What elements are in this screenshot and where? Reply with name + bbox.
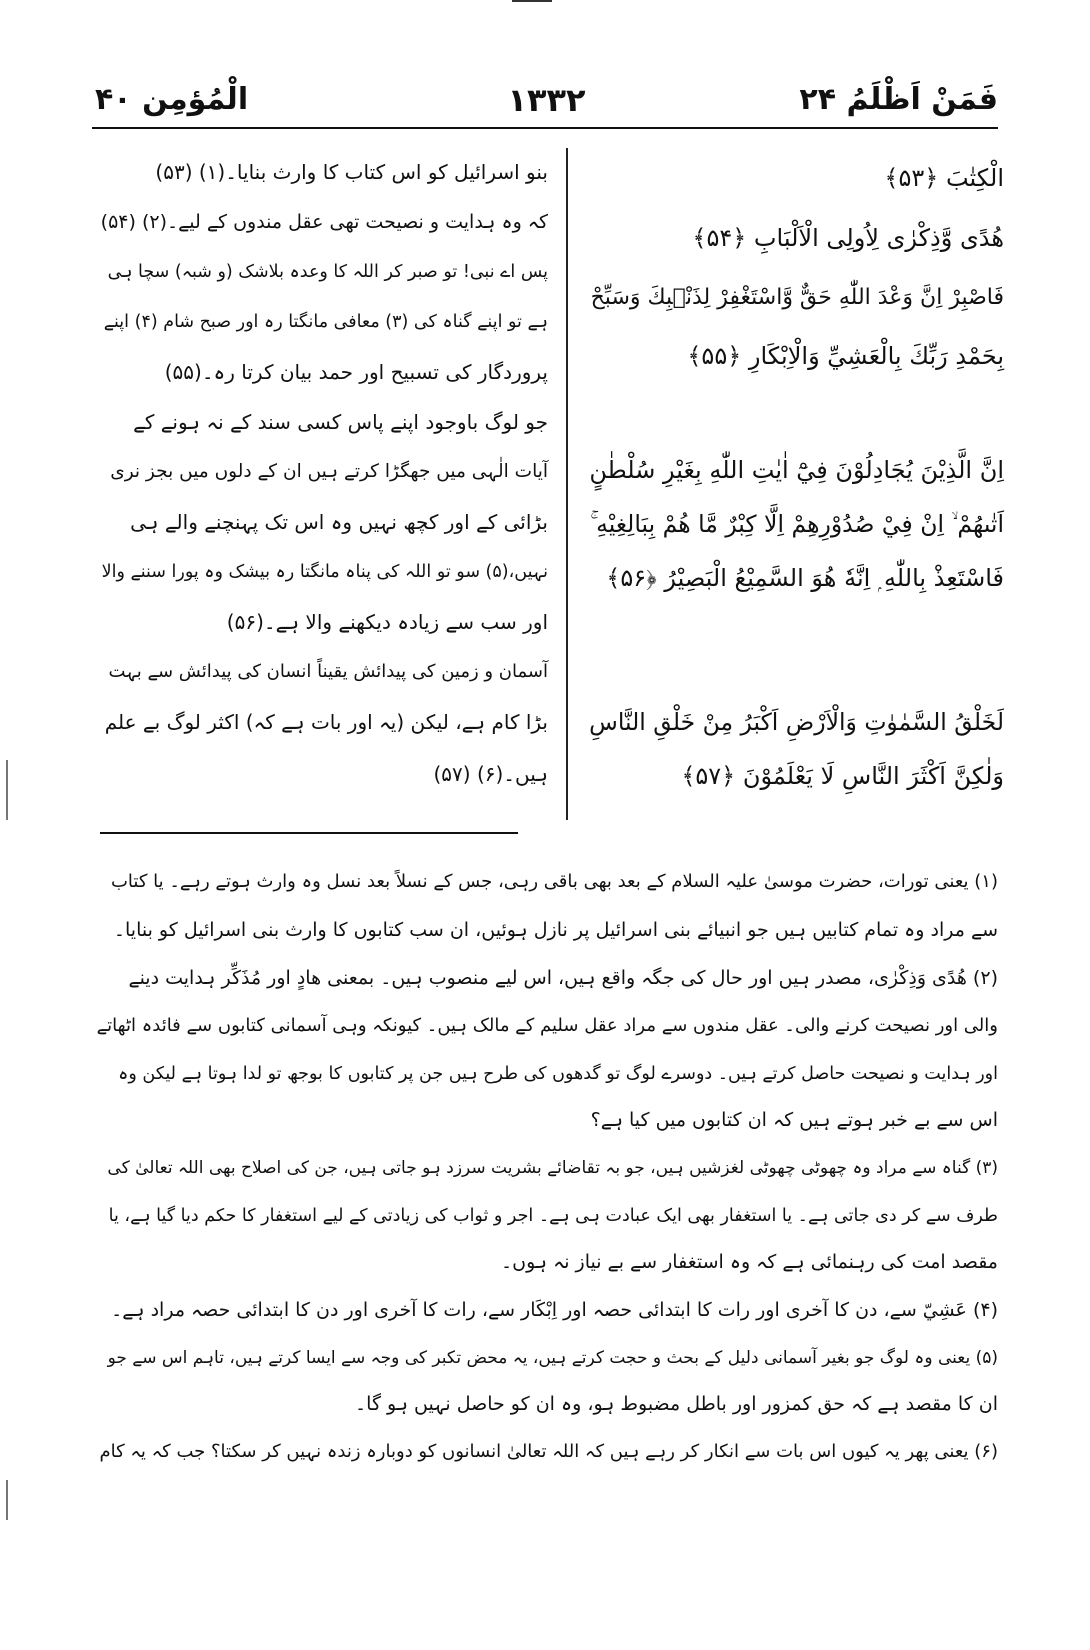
arabic-line: اَتٰىهُمْ ۙ اِنْ فِيْ صُدُوْرِهِمْ اِلَّا كِبْرٌ مَّا هُمْ بِبَالِغِيْهِ ۚ xyxy=(590,510,1004,538)
footnotes xyxy=(95,850,998,1610)
urdu-line: جو لوگ باوجود اپنے پاس کسی سند کے نہ ہونے کے xyxy=(133,410,548,434)
urdu-line: پروردگار کی تسبیح اور حمد بیان کرتا رہ۔(۵۵) xyxy=(164,360,548,384)
arabic-text-column xyxy=(586,150,1004,820)
urdu-line: نہیں،(۵) سو تو اللہ کی پناہ مانگتا رہ بیشک وہ پورا سننے والا xyxy=(101,562,548,582)
footnote-rule xyxy=(100,832,518,834)
margin-mark xyxy=(6,1480,8,1520)
column-divider xyxy=(566,148,568,820)
footnote-line: (۲) هُدًى وَذِكْرٰى، مصدر ہیں اور حال کی جگہ واقع ہیں، اس لیے منصوب ہیں۔ بمعنی هادٍ اور مُذَكِّر ہدایت دینے xyxy=(128,967,998,989)
header-rule xyxy=(92,127,998,129)
footnote-line: طرف سے کر دی جاتی ہے۔ یا استغفار بھی ایک عبادت ہی ہے۔ اجر و ثواب کی زیادتی کے لیے استغفار کا حکم دیا گیا ہے، یا xyxy=(108,1206,998,1226)
urdu-line: بڑائی کے اور کچھ نہیں وہ اس تک پہنچنے والے ہی xyxy=(130,510,548,534)
page-header xyxy=(95,80,998,130)
footnote-line: اور ہدایت و نصیحت حاصل کرتے ہیں۔ دوسرے لوگ تو گدھوں کی طرح ہیں جن پر کتابوں کا بوجھ تو لدا ہوتا ہے لیکن وہ xyxy=(118,1064,998,1084)
footnote-line: سے مراد وہ تمام کتابیں ہیں جو انبیائے بنی اسرائیل پر نازل ہوئیں، ان سب کتابوں کا وارث بنی اسرائیل کو بنایا۔ xyxy=(113,919,998,941)
urdu-line: ہیں۔(۶) (۵۷) xyxy=(433,762,548,786)
urdu-line: بنو اسرائیل کو اس کتاب کا وارث بنایا۔(۱) (۵۳) xyxy=(155,160,548,184)
urdu-line: آسمان و زمین کی پیدائش یقیناً انسان کی پیدائش سے بہت xyxy=(108,661,548,682)
urdu-line: آیات الٰہی میں جھگڑا کرتے ہیں ان کے دلوں میں بجز نری xyxy=(110,461,548,482)
page-number: ۱۳۳۲ xyxy=(507,81,586,119)
arabic-line: فَاسْتَعِذْ بِاللّٰهِ ۭ اِنَّهٗ هُوَ السَّمِيْعُ الْبَصِيْرُ ﴿۵۶﴾ xyxy=(606,564,1004,592)
margin-mark xyxy=(6,760,8,820)
footnote-line: اس سے بے خبر ہوتے ہیں کہ ان کتابوں میں کیا ہے؟ xyxy=(590,1109,998,1131)
urdu-translation-column xyxy=(100,150,548,820)
urdu-line: بڑا کام ہے، لیکن (یہ اور بات ہے کہ) اکثر لوگ بے علم xyxy=(104,710,548,734)
arabic-line: فَاصْبِرْ اِنَّ وَعْدَ اللّٰهِ حَقٌّ وَّاسْتَغْفِرْ لِذَنْۢبِكَ وَسَبِّحْ xyxy=(590,285,1004,310)
footnote-line: ان کا مقصد ہے کہ حق کمزور اور باطل مضبوط ہو، وہ ان کو حاصل نہیں ہو گا۔ xyxy=(355,1393,998,1415)
footnote-line: (۱) یعنی تورات، حضرت موسیٰ علیہ السلام کے بعد بھی باقی رہی، جس کے نسلاً بعد نسل وہ وارث ہوتے رہے۔ یا کتاب xyxy=(110,871,998,892)
footnote-line: (۶) یعنی پھر یہ کیوں اس بات سے انکار کر رہے ہیں کہ اللہ تعالیٰ انسانوں کو دوبارہ زندہ نہیں کر سکتا؟ جب کہ یہ کام xyxy=(99,1441,998,1462)
footnote-line: مقصد امت کی رہنمائی ہے کہ وہ استغفار سے بے نیاز نہ ہوں۔ xyxy=(501,1251,998,1273)
footnote-line: (۳) گناہ سے مراد وہ چھوٹی چھوٹی لغزشیں ہیں، جو بہ تقاضائے بشریت سرزد ہو جاتی ہیں، جن کی اصلاح بھی اللہ تعالیٰ کی xyxy=(107,1158,998,1178)
urdu-line: کہ وہ ہدایت و نصیحت تھی عقل مندوں کے لیے۔(۲) (۵۴) xyxy=(100,211,548,233)
footnote-line: والی اور نصیحت کرنے والی۔ عقل مندوں سے مراد عقل سلیم کے مالک ہیں۔ کیونکہ وہی آسمانی کتابوں سے فائدہ اٹھاتے xyxy=(96,1015,998,1036)
arabic-line: اِنَّ الَّذِيْنَ يُجَادِلُوْنَ فِيْٓ اٰيٰتِ اللّٰهِ بِغَيْرِ سُلْطٰنٍ xyxy=(589,456,1004,484)
para-title: فَمَنْ اَظْلَمُ ۲۴ xyxy=(799,82,998,117)
urdu-line: ہے تو اپنے گناہ کی (۳) معافی مانگتا رہ اور صبح شام (۴) اپنے xyxy=(103,312,548,332)
urdu-line: پس اے نبی! تو صبر کر اللہ کا وعدہ بلاشک (و شبہ) سچا ہی xyxy=(107,262,548,282)
surah-title: الْمُؤمِن ۴۰ xyxy=(95,82,249,117)
footnote-line: (۵) یعنی وہ لوگ جو بغیر آسمانی دلیل کے بحث و حجت کرتے ہیں، یہ محض تکبر کی وجہ سے ایسا کرتے ہیں، تاہم اس سے جو xyxy=(107,1348,998,1368)
footnote-line: (۴) عَشِيّ سے، دن کا آخری اور رات کا ابتدائی حصہ اور اِبْكَار سے، رات کا آخری اور دن کا ابتدائی حصہ مراد ہے۔ xyxy=(111,1299,998,1321)
urdu-line: اور سب سے زیادہ دیکھنے والا ہے۔(۵۶) xyxy=(226,610,548,634)
arabic-line: بِحَمْدِ رَبِّكَ بِالْعَشِيِّ وَالْاِبْكَارِ ﴿۵۵﴾ xyxy=(687,342,1004,370)
arabic-line: الْكِتٰبَ ﴿۵۳﴾ xyxy=(884,164,1004,192)
top-edge-mark xyxy=(512,0,552,2)
arabic-line: لَخَلْقُ السَّمٰوٰتِ وَالْاَرْضِ اَكْبَرُ مِنْ خَلْقِ النَّاسِ xyxy=(589,708,1004,736)
arabic-line: وَلٰكِنَّ اَكْثَرَ النَّاسِ لَا يَعْلَمُوْنَ ﴿۵۷﴾ xyxy=(681,762,1004,790)
arabic-line: هُدًى وَّذِكْرٰى لِاُولِى الْاَلْبَابِ ﴿۵۴﴾ xyxy=(692,224,1004,252)
